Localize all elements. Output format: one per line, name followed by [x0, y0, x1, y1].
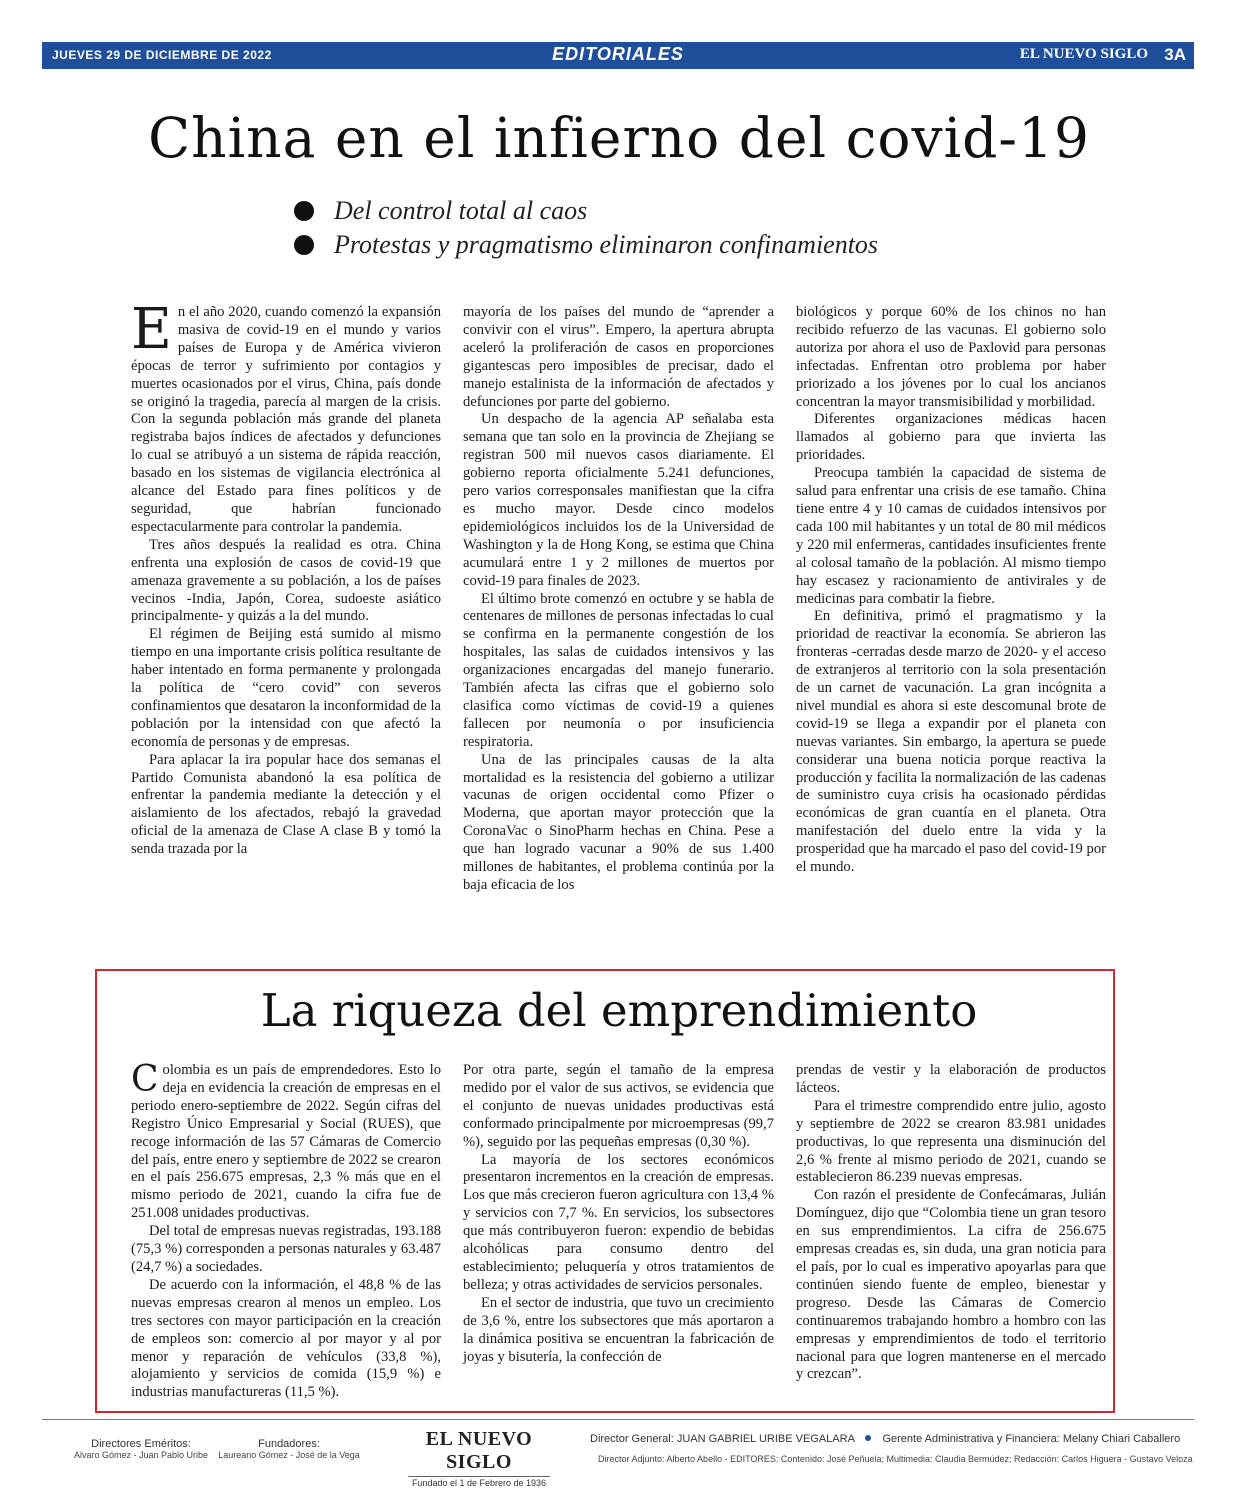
article1-subhead: [294, 228, 878, 262]
footer-fundadores: [214, 1438, 364, 1460]
article1-paragraph: En definitiva, primó el pragmatismo y la prioridad de reactivar la economía. Se abrieron las fronteras -cerradas desde marzo de 2020- y el acceso de extranjeros al territorio con la sola presentación de un carnet de vacunación. La gran incógnita a nivel mundial es ahora si este descomunal brote de covid-19 se llega a expandir por el planeta con nuevas variantes. Sin embargo, la apertura se puede considerar una buena noticia porque reactiva la producción y facilita la normalización de las cadenas de suministro cuya crisis ha ocasionado pérdidas económicas de gran cuantía en el planeta. Otra manifestación del duelo entre la vida y la prosperidad que ha marcado el paso del covid-19 por el mundo.: [796, 608, 1106, 876]
footer-fundadores-label: Fundadores:: [258, 1438, 320, 1450]
article1-column-3: [796, 304, 1106, 877]
header-date: JUEVES 29 DE DICIEMBRE DE 2022: [52, 48, 272, 62]
article1-subhead-text: Del control total al caos: [334, 196, 588, 225]
article2-column-3: [796, 1062, 1106, 1384]
footer-founded: Fundado el 1 de Febrero de 1936: [408, 1476, 550, 1488]
article2-column-1: [131, 1059, 441, 1402]
footer-logo: EL NUEVO SIGLO: [425, 1428, 533, 1473]
article1-subheads: [294, 194, 878, 262]
footer-directors-line: [590, 1433, 1180, 1445]
article2-paragraph: Con razón el presidente de Confecámaras, Julián Domínguez, dijo que “Colombia tiene un gran tesoro en sus emprendimientos. La cifra de 256.675 empresas creadas es, sin duda, una gran noticia para el país, por lo cual es imperativo apoyarlas para que continúen siendo fuente de empleo, bienestar y progreso. Desde las Cámaras de Comercio continuaremos trabajando hombro a hombro con las empresas y emprendimientos de todo el territorio nacional para que logren mantenerse en el mercado y crezcan”.: [796, 1187, 1106, 1383]
article1-paragraph: El régimen de Beijing está sumido al mismo tiempo en una importante crisis política resultante de haber intentado en forma permanente y prolongada la política de “cero covid” con severos confinamientos que desataron la inconformidad de la población por la intensidad con que afectó la economía de personas y de empresas.: [131, 626, 441, 750]
bullet-icon: [294, 201, 314, 221]
article2-column-2: [463, 1062, 774, 1366]
footer-logo-block: [408, 1428, 550, 1488]
article2-paragraph: Por otra parte, según el tamaño de la empresa medido por el valor de sus activos, se evidencia que el conjunto de nuevas unidades productivas está conformado principalmente por microempresas (99,7 %), seguido por las pequeñas empresas (0,30 %).: [463, 1062, 774, 1150]
article1-subhead: [294, 194, 878, 228]
article2-paragraph: La mayoría de los sectores económicos presentaron incrementos en la creación de empresas. Los que más crecieron fueron agricultura con 13,4 % y servicios con 7,7 %. En servicios, los subsectores que más contribuyeron fueron: expendio de bebidas alcohólicas para consumo dentro del establecimiento; peluquería y otros tratamientos de belleza; y otras actividades de servicios personales.: [463, 1151, 774, 1293]
footer-staff-line: Director Adjunto: Alberto Abello - EDITORES: Contenido: José Peñuela; Multimedia: Claudia Bermúdez; Redacción: Carlos Higuera - Gustavo Veloza: [598, 1454, 1193, 1464]
article1-paragraph: Un despacho de la agencia AP señalaba esta semana que tan solo en la provincia de Zhejiang se registran 500 mil nuevos casos diariamente. El gobierno reporta oficialmente 5.241 defunciones, pero varios corresponsales manifiestan que la cifra es mucho mayor. Desde cinco modelos epidemiológicos incluidos los de la Universidad de Washington y la de Hong Kong, se estima que China acumulará entre 1 y 2 millones de muertos por covid-19 para finales de 2023.: [463, 411, 774, 589]
footer-fundadores-names: Laureano Gómez - José de la Vega: [218, 1450, 360, 1460]
header-publication: EL NUEVO SIGLO: [1019, 46, 1148, 62]
footer-gerente-name: Melany Chiari Caballero: [1062, 1433, 1181, 1445]
article1-paragraph: mayoría de los países del mundo de “aprender a convivir con el virus”. Empero, la apertura abrupta aceleró la proliferación de casos en proporciones gigantescas pero imposibles de precisar, dado el manejo estalinista de la información de afectados y defunciones por parte del gobierno.: [463, 304, 774, 410]
drop-cap: C: [131, 1059, 159, 1100]
article1-column-2: [463, 304, 774, 895]
header-page-number: 3A: [1164, 45, 1186, 64]
article2-paragraph: De acuerdo con la información, el 48,8 % de las nuevas empresas crearon al menos un empleo. Los tres sectores con mayor participación en la creación de empleos son: comercio al por mayor y al por menor y reparación de vehículos (33,8 %), alojamiento y servicios de comida (15,9 %) e industrias manufactureras (11,5 %).: [131, 1276, 441, 1401]
article1-paragraph: El último brote comenzó en octubre y se habla de centenares de millones de personas infectadas lo cual se confirma en la permanente congestión de los hospitales, las salas de cuidados intensivos y las organizaciones encargadas del manejo funerario. También afecta las cifras que el gobierno solo clasifica como víctimas de covid-19 a quienes fallecen por neumonía o por insuficiencia respiratoria.: [463, 590, 774, 750]
article2-paragraph: [131, 1059, 441, 1223]
article1-paragraph: Tres años después la realidad es otra. China enfrenta una explosión de casos de covid-19 que amenaza gravemente a su población, a los de países vecinos -India, Japón, Corea, sudoeste asiático principalmente- y quizás a la del mundo.: [131, 536, 441, 625]
drop-cap: E: [131, 297, 172, 362]
article2-title: La riqueza del emprendimiento: [260, 984, 978, 1037]
article1-paragraph: Diferentes organizaciones médicas hacen llamados al gobierno para que invierta las prioridades.: [796, 411, 1106, 464]
footer-director-name: JUAN GABRIEL URIBE VEGALARA: [676, 1433, 855, 1445]
footer-divider: [42, 1419, 1194, 1420]
article1-paragraph: [131, 297, 441, 537]
header-section: EDITORIALES: [552, 44, 684, 64]
article2-paragraph: prendas de vestir y la elaboración de productos lácteos.: [796, 1062, 1106, 1096]
article1-subhead-text: Protestas y pragmatismo eliminaron confinamientos: [334, 230, 879, 259]
footer-director-label: Director General:: [590, 1433, 674, 1445]
footer-emeritos-label: Directores Eméritos:: [91, 1438, 191, 1450]
footer-emeritos-names: Alvaro Gómez - Juan Pablo Uribe: [73, 1450, 209, 1460]
footer-emeritos: [66, 1438, 216, 1460]
page-header-bar: [42, 42, 1194, 69]
article1-paragraph: Una de las principales causas de la alta mortalidad es la resistencia del gobierno a utilizar vacunas de origen occidental como Pfizer o Moderna, que aportan mayor protección que la CoronaVac o SinoPharm hechas en China. Pese a que han logrado vacunar a 90% de sus 1.400 millones de habitantes, el problema continúa por la baja eficacia de los: [463, 751, 774, 893]
article2-paragraph: Para el trimestre comprendido entre julio, agosto y septiembre de 2022 se crearon 83.981 unidades productivas, lo que representa una disminución del 2,6 % frente al mismo periodo de 2021, cuando se establecieron 86.239 nuevas empresas.: [796, 1097, 1106, 1186]
article2-paragraph: En el sector de industria, que tuvo un crecimiento de 3,6 %, entre los subsectores que más aportaron a la dinámica positiva se encuentran la fabricación de joyas y bisutería, la confección de: [463, 1294, 774, 1365]
article1-paragraph: biológicos y porque 60% de los chinos no han recibido refuerzo de las vacunas. El gobierno solo autoriza por ahora el uso de Paxlovid para personas infectadas. Enfrentan otro problema por haber priorizado a los jóvenes por lo cual los ancianos concentran la mayor transmisibilidad y morbilidad.: [796, 304, 1106, 410]
article1-title: China en el infierno del covid-19: [148, 106, 1090, 170]
footer-gerente-label: Gerente Administrativa y Financiera:: [882, 1433, 1060, 1445]
article1-paragraph-text: n el año 2020, cuando comenzó la expansión masiva de covid-19 en el mundo y varios países de Europa y de América vivieron épocas de terror y sufrimiento por contagios y muertes ocasionados por el virus, China, país donde se originó la tragedia, parecía al margen de la crisis. Con la segunda población más grande del planeta registraba bajos índices de afectados y defunciones lo cual se atribuyó a un sistema de rápida reacción, basado en los sistemas de vigilancia electrónica al alcance del Estado para fines políticos y de seguridad, que habrían funcionado espectacularmente para controlar la pandemia.: [131, 304, 441, 535]
bullet-icon: [294, 235, 314, 255]
article2-paragraph-text: olombia es un país de emprendedores. Esto lo deja en evidencia la creación de empresas en el periodo enero-septiembre de 2022. Según cifras del Registro Único Empresarial y Social (RUES), que recoge información de las 57 Cámaras de Comercio del país, entre enero y septiembre de 2022 se crearon en el país 256.675 empresas, 2,3 % más que en el mismo periodo de 2021, cuando la cifra fue de 251.008 unidades productivas.: [131, 1062, 441, 1222]
bullet-icon: [865, 1435, 871, 1441]
article2-paragraph: Del total de empresas nuevas registradas, 193.188 (75,3 %) corresponden a personas naturales y 63.487 (24,7 %) a sociedades.: [131, 1223, 441, 1275]
article1-column-1: [131, 297, 441, 859]
article1-paragraph: Para aplacar la ira popular hace dos semanas el Partido Comunista abandonó la esa política de enfrentar la pandemia mediante la detección y el aislamiento de los afectados, rebajó la gravedad oficial de la amenaza de Clase A clase B y tomó la senda trazada por la: [131, 751, 441, 858]
article1-paragraph: Preocupa también la capacidad de sistema de salud para enfrentar una crisis de ese tamaño. China tiene entre 4 y 10 camas de cuidados intensivos por cada 100 mil habitantes y un total de 80 mil médicos y 220 mil enfermeras, cantidades insuficientes frente al colosal tamaño de la población. Al mismo tiempo hay escasez y racionamiento de antivirales y de medicinas para combatir la fiebre.: [796, 465, 1106, 607]
